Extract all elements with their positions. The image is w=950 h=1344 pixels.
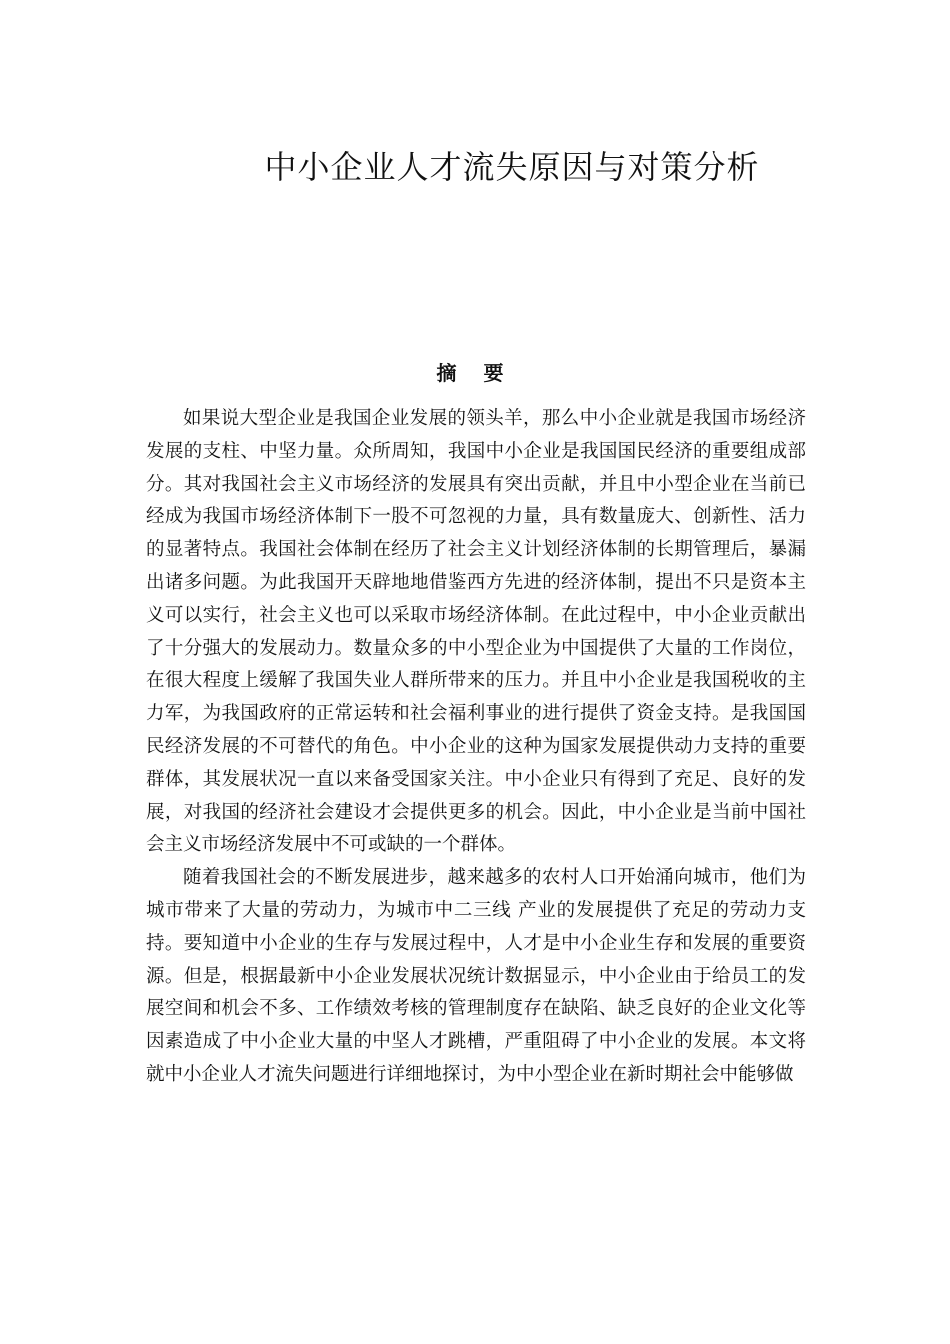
document-title: 中小企业人才流失原因与对策分析	[264, 148, 760, 186]
abstract-paragraph-1: 如果说大型企业是我国企业发展的领头羊，那么中小企业就是我国市场经济发展的支柱、中坚力量。众所周知，我国中小企业是我国国民经济的重要组成部分。其对我国社会主义市场经济的发展具有突出贡献，并且中小型企业在当前已经成为我国市场经济体制下一股不可忽视的力量，具有数量庞大、创新性、活力的显著特点。我国社会体制在经历了社会主义计划经济体制的长期管理后，暴漏出诸多问题。为此我国开天辟地地借鉴西方先进的经济体制，提出不只是资本主义可以实行，社会主义也可以采取市场经济体制。在此过程中，中小企业贡献出了十分强大的发展动力。数量众多的中小型企业为中国提供了大量的工作岗位，在很大程度上缓解了我国失业人群所带来的压力。并且中小企业是我国税收的主力军，为我国政府的正常运转和社会福利事业的进行提供了资金支持。是我国国民经济发展的不可替代的角色。中小企业的这种为国家发展提供动力支持的重要群体，其发展状况一直以来备受国家关注。中小企业只有得到了充足、良好的发展，对我国的经济社会建设才会提供更多的机会。因此，中小企业是当前中国社会主义市场经济发展中不可或缺的一个群体。	[146, 408, 806, 856]
abstract-body	[146, 403, 806, 1092]
abstract-paragraph-2: 随着我国社会的不断发展进步，越来越多的农村人口开始涌向城市，他们为城市带来了大量的劳动力，为城市中二三线 产业的发展提供了充足的劳动力支持。要知道中小企业的生存与发展过程中，人才是中小企业生存和发展的重要资源。但是，根据最新中小企业发展状况统计数据显示，中小企业由于给员工的发展空间和机会不多、工作绩效考核的管理制度存在缺陷、缺乏良好的企业文化等因素造成了中小企业大量的中坚人才跳槽，严重阻碍了中小企业的发展。本文将就中小企业人才流失问题进行详细地探讨，为中小型企业在新时期社会中能够做	[146, 867, 806, 1085]
abstract-heading: 摘 要	[436, 361, 514, 385]
